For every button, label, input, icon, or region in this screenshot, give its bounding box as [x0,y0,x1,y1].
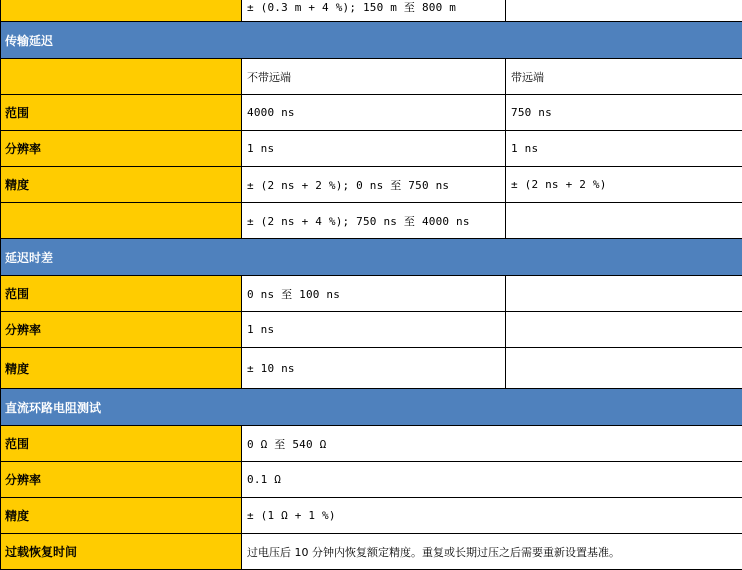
cell-value: ± (2 ns + 2 %); 0 ns 至 750 ns [242,167,506,203]
row-label: 精度 [1,348,242,389]
cell-value: 1 ns [506,131,742,167]
cell-value: ± (2 ns + 2 %) [506,167,742,203]
row-label: 分辨率 [1,462,242,498]
column-header-no-remote: 不带远端 [242,59,506,95]
section-header [1,239,742,276]
cell-value: 0.1 Ω [242,462,742,498]
section-title-delay-skew: 延迟时差 [1,239,742,276]
length-accuracy-extra: ± (0.3 m + 4 %); 150 m 至 800 m [242,0,506,22]
row-label [1,59,242,95]
section-header [1,389,742,426]
row-label: 分辨率 [1,131,242,167]
table-row [1,312,742,348]
section-title-propagation-delay: 传输延迟 [1,22,742,59]
row-label: 精度 [1,498,242,534]
table-row [1,131,742,167]
cell-value: 4000 ns [242,95,506,131]
table-row [1,167,742,203]
table-row [1,59,742,95]
empty-cell [506,348,742,389]
row-label: 范围 [1,276,242,312]
table-row [1,348,742,389]
section-title-dc-loop-resistance: 直流环路电阻测试 [1,389,742,426]
cell-value: ± 10 ns [242,348,506,389]
table-row [1,276,742,312]
row-label: 过载恢复时间 [1,534,242,570]
empty-cell [506,203,742,239]
table-row [1,426,742,462]
row-label: 精度 [1,167,242,203]
empty-cell [506,312,742,348]
cell-value: 0 Ω 至 540 Ω [242,426,742,462]
row-label: 范围 [1,95,242,131]
cell-value: 1 ns [242,131,506,167]
table-row [1,0,742,22]
cell-value: 750 ns [506,95,742,131]
table-row [1,462,742,498]
row-label: 范围 [1,426,242,462]
table-row [1,203,742,239]
cell-value: ± (2 ns + 4 %); 750 ns 至 4000 ns [242,203,506,239]
cell-value: 0 ns 至 100 ns [242,276,506,312]
row-label [1,203,242,239]
table-row [1,534,742,570]
row-label [1,0,242,22]
column-header-with-remote: 带远端 [506,59,742,95]
section-header [1,22,742,59]
cell-value: 1 ns [242,312,506,348]
table-row [1,95,742,131]
row-label: 分辨率 [1,312,242,348]
empty-cell [506,0,742,22]
cell-value: ± (1 Ω + 1 %) [242,498,742,534]
empty-cell [506,276,742,312]
cell-value: 过电压后 10 分钟内恢复额定精度。重复或长期过压之后需要重新设置基准。 [242,534,742,570]
table-row [1,498,742,534]
